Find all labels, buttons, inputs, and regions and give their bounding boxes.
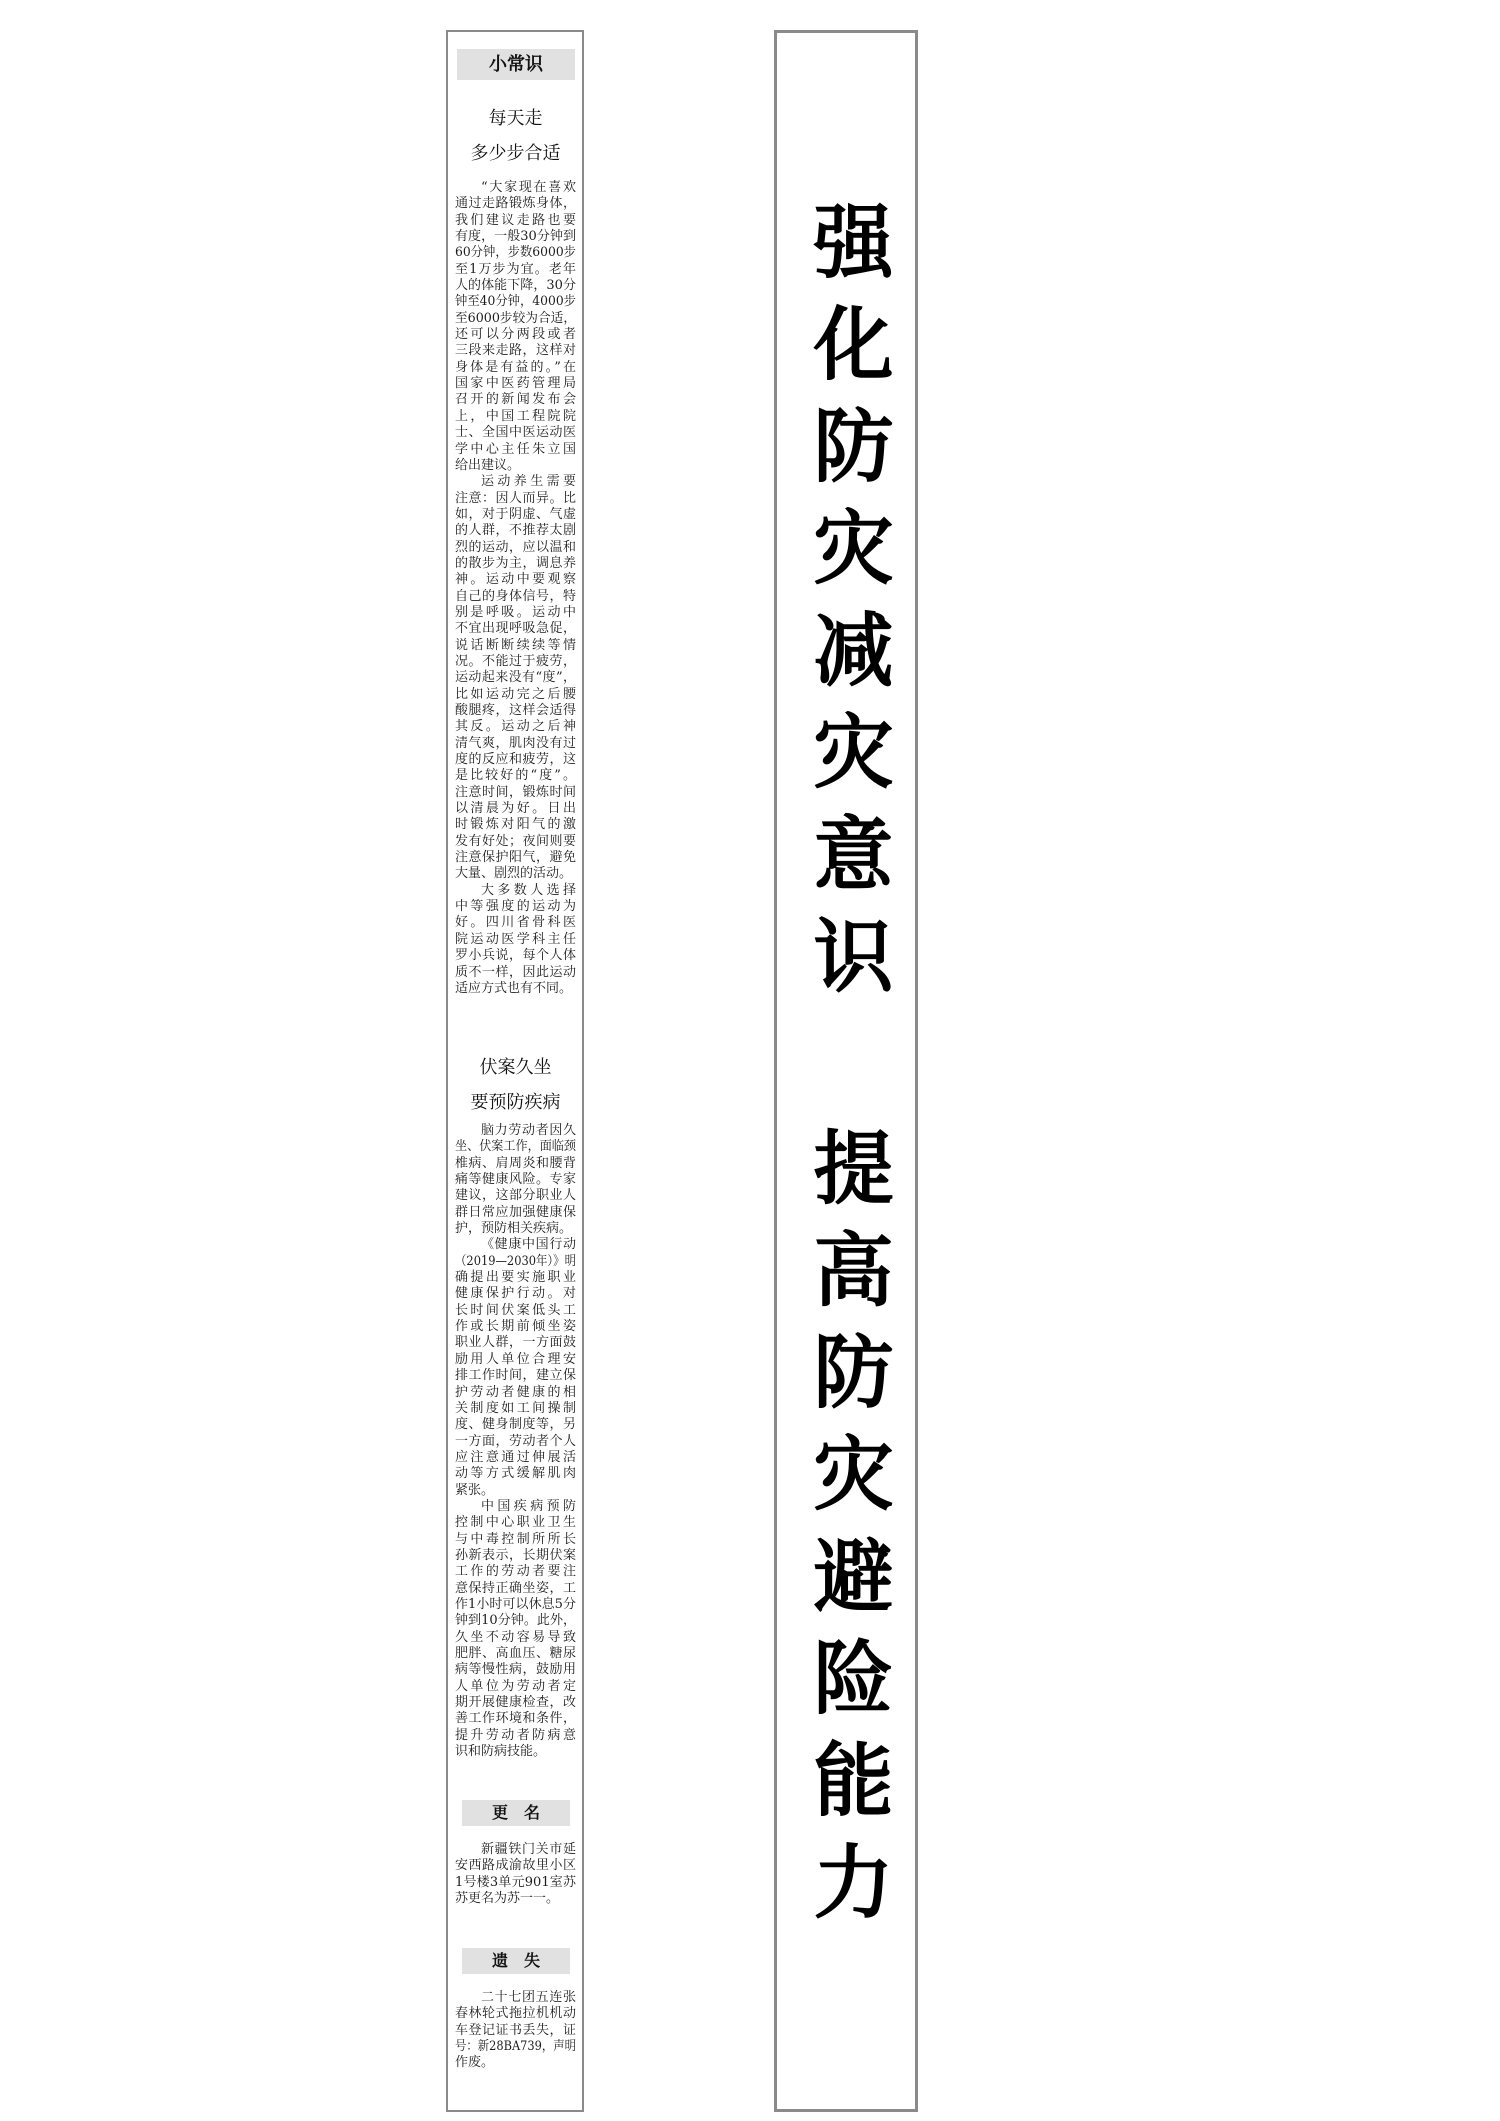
text-line-content: 如，对于阴虚、气虚 (455, 506, 576, 522)
text-line (455, 605, 576, 621)
text-line-content: 意保持正确坐姿，工 (455, 1580, 576, 1596)
text-line (455, 213, 576, 229)
text-line (455, 1417, 576, 1433)
text-line-content: 况。不能过于疲劳， (455, 653, 576, 669)
text-line (455, 196, 576, 212)
text-line-content: 国家中医药管理局 (455, 376, 576, 392)
text-line-content: 通过走路锻炼身体， (455, 196, 576, 212)
notice-label-lost: 遗 失 (462, 1948, 570, 1974)
text-line-content: 控制中心职业卫生 (455, 1515, 576, 1531)
text-line (455, 229, 576, 245)
text-line-content: 自己的身体信号，特 (455, 588, 576, 604)
text-line-content: 新疆铁门关市延 (481, 1842, 576, 1857)
paragraph (455, 1990, 576, 2072)
text-line-content: 身体是有益的。”在 (455, 359, 576, 375)
text-line (455, 589, 576, 605)
text-line (455, 1597, 576, 1613)
text-line-content: 酸腿疼，这样会适得 (455, 703, 576, 718)
text-line (455, 1156, 576, 1172)
article-title-line: 伏案久坐 (479, 1057, 552, 1078)
text-line-content: 《健康中国行动 (481, 1237, 576, 1253)
text-line (455, 1270, 576, 1286)
text-line (455, 1123, 576, 1139)
text-line (455, 278, 576, 294)
text-line-content: 与中毒控制所所长 (455, 1531, 576, 1547)
text-line-content: 善工作环境和条件， (455, 1711, 576, 1727)
text-line-content: 春林轮式拖拉机机动 (455, 2006, 576, 2022)
paragraph (455, 474, 576, 883)
text-line (455, 1679, 576, 1695)
text-line-content: 椎病、肩周炎和腰背 (455, 1155, 576, 1171)
text-line (455, 1352, 576, 1368)
text-line-content: 上，中国工程院院 (455, 408, 576, 424)
text-line (455, 409, 576, 425)
text-line-content: 紧张。 (455, 1482, 495, 1498)
text-line (455, 1401, 576, 1417)
text-line-content: “大家现在喜欢 (481, 180, 576, 195)
article-title-line: 每天走 (488, 108, 543, 129)
text-line-content: 中等强度的运动为 (455, 899, 576, 915)
text-line (455, 1532, 576, 1548)
text-line (455, 948, 576, 964)
text-line-content: 健康保护行动。对 (455, 1286, 576, 1302)
text-line-content: 钟到10分钟。此外， (455, 1613, 576, 1629)
paragraph (455, 1123, 576, 1237)
text-line-content: 三段来走路，这样对 (455, 343, 576, 359)
text-line (455, 1237, 576, 1253)
text-line (455, 523, 576, 539)
text-line (455, 343, 576, 359)
text-line (455, 1695, 576, 1711)
text-line-content: 度的反应和疲劳，这 (455, 752, 576, 768)
paragraph (455, 1842, 576, 1907)
text-line-content: 中国疾病预防 (481, 1498, 576, 1514)
text-line-content: 钟至40分钟，4000步 (455, 294, 577, 310)
text-line (455, 311, 576, 327)
text-line-content: 60分钟，步数6000步 (455, 245, 577, 261)
text-line-content: 学中心主任朱立国 (455, 441, 576, 457)
text-line (455, 1483, 576, 1499)
text-line-content: 人单位为劳动者定 (455, 1678, 576, 1694)
text-line-content: 孙新表示，长期伏案 (455, 1547, 576, 1563)
text-line (455, 2006, 576, 2022)
text-line-content: 运动养生需要 (481, 474, 576, 490)
text-line-content: 召开的新闻发布会 (455, 392, 576, 408)
text-line-content: 动等方式缓解肌肉 (455, 1466, 576, 1482)
text-line (455, 1646, 576, 1662)
text-line (455, 1581, 576, 1597)
text-line (455, 654, 576, 670)
text-line (455, 687, 576, 703)
text-line-content: 神。运动中要观察 (455, 572, 576, 588)
text-line (455, 245, 576, 261)
text-line-content: 不宜出现呼吸急促， (455, 621, 576, 637)
text-line (455, 2039, 576, 2055)
article-title-line: 多少步合适 (470, 143, 561, 164)
text-line-content: 有度，一般30分钟到 (455, 229, 576, 245)
text-line-content: （2019—2030年）》明 (455, 1253, 576, 1269)
text-line (455, 507, 576, 523)
text-line-content: 其反。运动之后神 (455, 719, 576, 735)
text-line (455, 866, 576, 882)
text-line-content: 建议，这部分职业人 (455, 1188, 576, 1204)
text-line (455, 474, 576, 490)
text-line (455, 1286, 576, 1302)
text-line (455, 1254, 576, 1270)
text-line-content: 坐、伏案工作，面临颈 (455, 1139, 577, 1155)
text-line (455, 1221, 576, 1237)
slogan-line-2: 提高防灾避险能力 (800, 1126, 893, 1942)
text-line-content: 排工作时间，建立保 (455, 1368, 576, 1384)
text-line-content: 别是呼吸。运动中 (455, 604, 576, 620)
text-line (455, 262, 576, 278)
text-line (455, 834, 576, 850)
text-line (455, 1205, 576, 1221)
text-line (455, 965, 576, 981)
text-line-content: 期开展健康检查，改 (455, 1695, 576, 1711)
column-header: 小常识 (457, 49, 575, 80)
text-line-content: 质不一样，因此运动 (455, 964, 576, 980)
text-line (455, 1891, 576, 1907)
text-line-content: 1号楼3单元901室苏 (455, 1874, 576, 1890)
text-line (455, 1990, 576, 2006)
text-line-content: 注意保护阳气，避免 (455, 850, 576, 866)
text-line-content: 罗小兵说，每个人体 (455, 948, 576, 964)
text-line (455, 1172, 576, 1188)
text-line (455, 442, 576, 458)
text-line (455, 736, 576, 752)
text-line-content: 病等慢性病，鼓励用 (455, 1662, 576, 1678)
text-line (455, 458, 576, 474)
text-line (455, 1319, 576, 1335)
text-line (455, 572, 576, 588)
text-line-content: 二十七团五连张 (481, 1990, 576, 2005)
text-line (455, 850, 576, 866)
text-line (455, 1613, 576, 1629)
paragraph (455, 883, 576, 997)
text-line (455, 817, 576, 833)
text-line (455, 294, 576, 310)
text-line (455, 1188, 576, 1204)
text-line (455, 1466, 576, 1482)
text-line-content: 时锻炼对阳气的激 (455, 817, 576, 833)
text-line-content: 大多数人选择 (481, 882, 576, 898)
text-line-content: 是比较好的“度”。 (455, 768, 576, 784)
text-line (455, 1842, 576, 1858)
text-line (455, 1548, 576, 1564)
text-line (455, 703, 576, 719)
text-line (455, 638, 576, 654)
text-line (455, 932, 576, 948)
text-line (455, 327, 576, 343)
text-line-content: 一方面，劳动者个人 (455, 1433, 576, 1449)
text-line-content: 脑力劳动者因久 (481, 1123, 576, 1138)
text-line-content: 励用人单位合理安 (455, 1351, 576, 1367)
text-line-content: 说话断断续续等情 (455, 637, 576, 653)
text-line (455, 785, 576, 801)
text-line-content: 群日常应加强健康保 (455, 1204, 576, 1220)
text-line-content: 号：新28BA739，声明 (455, 2039, 576, 2055)
text-line-content: 好。四川省骨科医 (455, 915, 576, 931)
article-title-sitting (455, 1050, 576, 1120)
text-line-content: 注意时间，锻炼时间 (455, 784, 576, 800)
text-line (455, 899, 576, 915)
text-line (455, 360, 576, 376)
text-line-content: 的散步为主，调息养 (455, 555, 576, 571)
notice-body-name-change (455, 1842, 576, 1907)
text-line-content: 护，预防相关疾病。 (455, 1221, 573, 1237)
text-line (455, 1499, 576, 1515)
text-line-content: 作1小时可以休息5分 (455, 1596, 576, 1612)
text-line-content: 适应方式也有不同。 (455, 980, 573, 996)
text-line-content: 护劳动者健康的相 (455, 1384, 576, 1400)
text-line (455, 180, 576, 196)
text-line (455, 1711, 576, 1727)
text-line (455, 801, 576, 817)
text-line (455, 1875, 576, 1891)
text-line-content: 长时间伏案低头工 (455, 1302, 576, 1318)
text-line (455, 1434, 576, 1450)
notice-label-name-change: 更 名 (462, 1800, 570, 1826)
text-line (455, 376, 576, 392)
text-line-content: 痛等健康风险。专家 (455, 1172, 576, 1188)
text-line (455, 670, 576, 686)
text-line-content: 给出建议。 (455, 457, 521, 473)
paragraph (455, 1237, 576, 1499)
notice-body-lost (455, 1990, 576, 2072)
article-body-sitting (455, 1123, 576, 1760)
text-line-content: 以清晨为好。日出 (455, 801, 576, 817)
text-line-content: 确提出要实施职业 (455, 1270, 576, 1286)
text-line-content: 院运动医学科主任 (455, 931, 576, 947)
text-line-content: 应注意通过伸展活 (455, 1449, 576, 1465)
text-line-content: 度、健身制度等，另 (455, 1417, 576, 1433)
text-line (455, 1858, 576, 1874)
article-body-walking (455, 180, 576, 997)
text-line (455, 2055, 576, 2071)
text-line (455, 1450, 576, 1466)
text-line (455, 540, 576, 556)
text-line (455, 491, 576, 507)
text-line-content: 人的体能下降，30分 (455, 278, 576, 294)
text-line-content: 肥胖、高血压、糖尿 (455, 1646, 576, 1661)
text-line (455, 1335, 576, 1351)
text-line (455, 768, 576, 784)
text-line-content: 作废。 (455, 2055, 495, 2071)
text-line (455, 1744, 576, 1760)
text-line (455, 915, 576, 931)
text-line (455, 1139, 576, 1155)
text-line-content: 比如运动完之后腰 (455, 686, 576, 702)
text-line-content: 士、全国中医运动医 (455, 425, 576, 441)
text-line (455, 1662, 576, 1678)
text-line (455, 752, 576, 768)
text-line (455, 621, 576, 637)
text-line-content: 烈的运动，应以温和 (455, 539, 576, 555)
text-line-content: 工作的劳动者要注 (455, 1564, 576, 1580)
paragraph (455, 1499, 576, 1761)
text-line-content: 注意：因人而异。比 (455, 490, 576, 506)
text-line (455, 425, 576, 441)
text-line-content: 关制度如工间操制 (455, 1400, 576, 1416)
text-line (455, 1728, 576, 1744)
text-line-content: 识和防病技能。 (455, 1744, 547, 1760)
text-line (455, 1303, 576, 1319)
text-line-content: 车登记证书丢失，证 (455, 2022, 576, 2038)
sidebar-column (446, 30, 584, 2112)
paragraph (455, 180, 576, 474)
text-line-content: 清气爽，肌肉没有过 (455, 735, 576, 751)
text-line (455, 883, 576, 899)
text-line (455, 1385, 576, 1401)
text-line-content: 久坐不动容易导致 (455, 1629, 576, 1645)
article-title-walking (455, 101, 576, 171)
slogan-banner (774, 30, 918, 2112)
text-line (455, 1515, 576, 1531)
text-line-content: 还可以分两段或者 (455, 327, 576, 343)
text-line-content: 运动起来没有“度”， (455, 670, 576, 686)
text-line-content: 作或长期前倾坐姿 (455, 1319, 576, 1335)
text-line-content: 的人群，不推荐太剧 (455, 523, 576, 539)
article-title-line: 要预防疾病 (470, 1092, 561, 1113)
text-line (455, 981, 576, 997)
text-line-content: 提升劳动者防病意 (455, 1727, 576, 1743)
text-line-content: 发有好处；夜间则要 (455, 833, 576, 849)
text-line (455, 1564, 576, 1580)
text-line-content: 职业人群，一方面鼓 (455, 1335, 576, 1351)
slogan-line-1: 强化防灾减灾意识 (800, 200, 893, 1016)
text-line (455, 2023, 576, 2039)
text-line-content: 大量、剧烈的活动。 (455, 866, 573, 882)
text-line-content: 至6000步较为合适， (455, 310, 577, 326)
text-line-content: 我们建议走路也要 (455, 212, 576, 228)
text-line-content: 至1万步为宜。老年 (455, 261, 576, 277)
text-line (455, 556, 576, 572)
text-line-content: 安西路成渝故里小区 (455, 1858, 576, 1874)
text-line (455, 1630, 576, 1646)
text-line-content: 苏更名为苏一一。 (455, 1891, 560, 1907)
text-line (455, 719, 576, 735)
text-line (455, 392, 576, 408)
text-line (455, 1368, 576, 1384)
